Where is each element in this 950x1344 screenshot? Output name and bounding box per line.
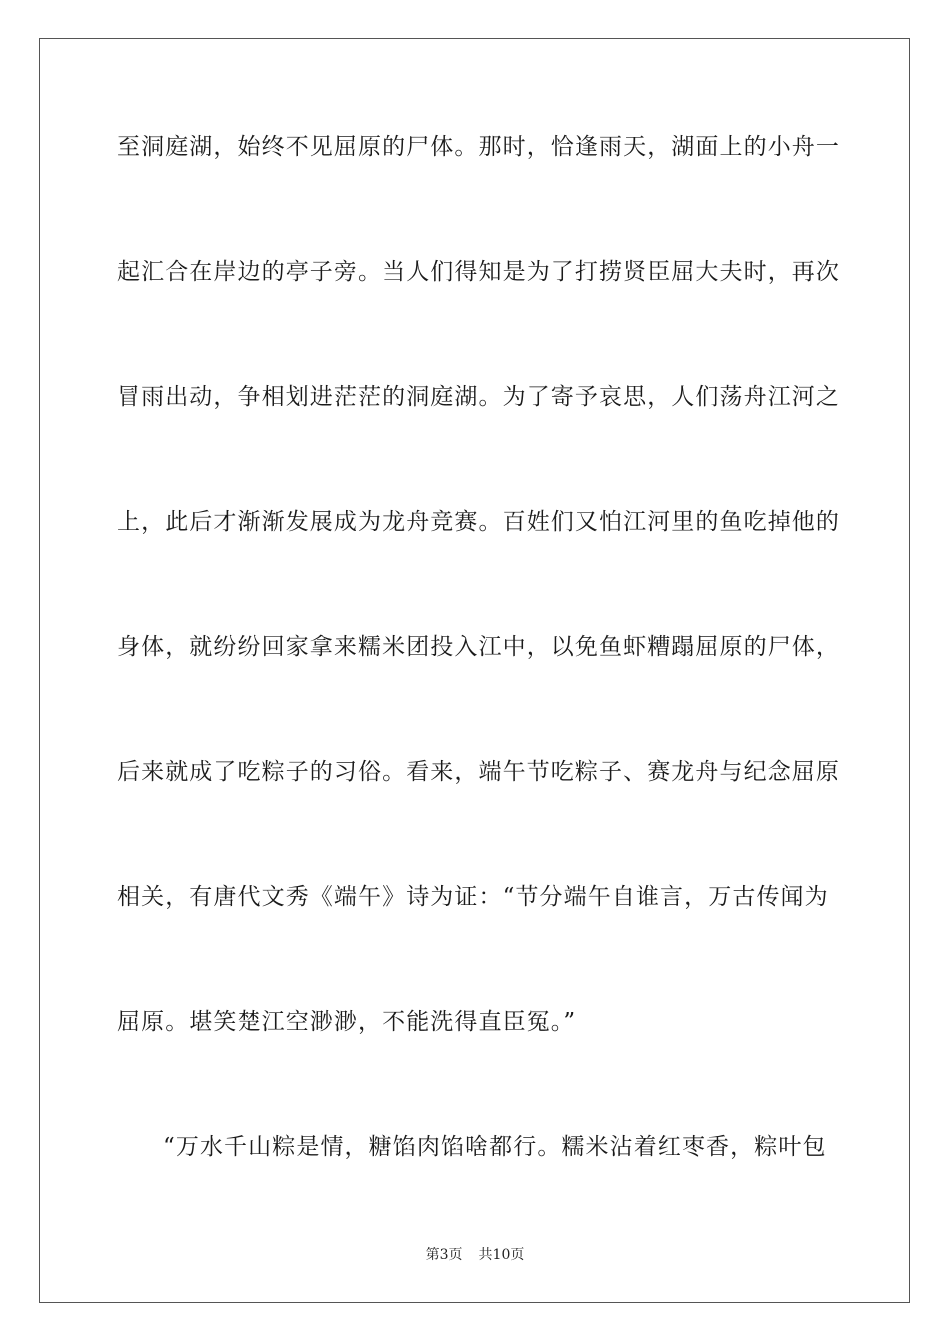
text-line-5: 身体，就纷纷回家拿来糯米团投入江中，以免鱼虾糟蹋屈原的尸体， (117, 634, 840, 660)
text-line-2: 起汇合在岸边的亭子旁。当人们得知是为了打捞贤臣屈大夫时，再次 (117, 259, 840, 285)
page-footer (0, 1245, 950, 1265)
document-body (117, 119, 840, 1244)
text-line-6: 后来就成了吃粽子的习俗。看来，端午节吃粽子、赛龙舟与纪念屈原 (117, 759, 840, 785)
text-line-8: 屈原。堪笑楚江空渺渺，不能洗得直臣冤。” (117, 1009, 577, 1035)
paragraph-2-first-line: “万水千山粽是情，糖馅肉馅啥都行。糯米沾着红枣香，粽叶包 (163, 1134, 827, 1160)
text-line-1: 至洞庭湖，始终不见屈原的尸体。那时，恰逢雨天，湖面上的小舟一 (117, 134, 840, 160)
total-pages: 共10页 (478, 1247, 525, 1263)
page-number: 第3页 (425, 1247, 463, 1263)
text-line-7: 相关，有唐代文秀《端午》诗为证：“节分端午自谁言，万古传闻为 (117, 884, 829, 910)
text-line-3: 冒雨出动，争相划进茫茫的洞庭湖。为了寄予哀思，人们荡舟江河之 (117, 384, 840, 410)
text-line-4: 上，此后才渐渐发展成为龙舟竞赛。百姓们又怕江河里的鱼吃掉他的 (117, 509, 840, 535)
